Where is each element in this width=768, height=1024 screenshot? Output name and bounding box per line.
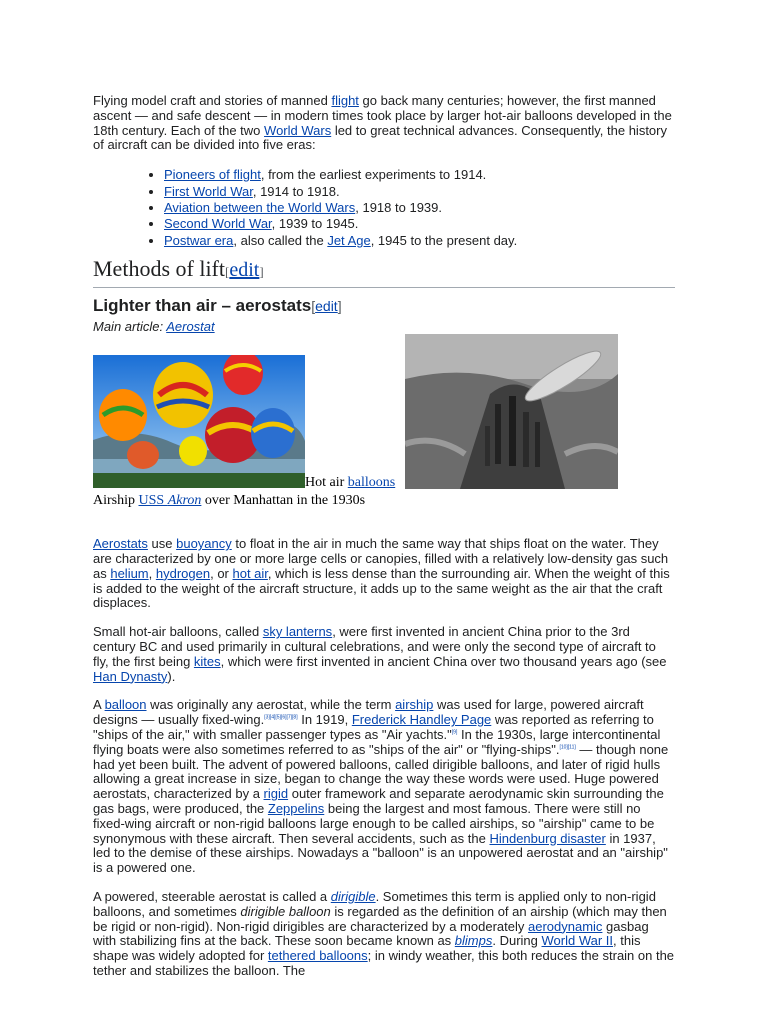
link-zeppelins[interactable]: Zeppelins	[267, 800, 325, 816]
list-item: • First World War, 1914 to 1918.	[164, 184, 675, 200]
section-edit: [edit]	[225, 259, 264, 282]
intro-paragraph: Flying model craft and stories of manned flight go back many centuries; however, the first manned ascent — and safe descent — in modern times took place by larger hot-air balloons developed in the 18th century. Each of the two World Wars led to great technical advances. Consequently, the history of aircraft can be divided into five eras:	[93, 93, 672, 153]
link-era[interactable]: Pioneers of flight	[164, 167, 261, 183]
link-hot-air[interactable]: hot air	[232, 565, 268, 581]
airship-over-manhattan-image[interactable]	[405, 334, 618, 489]
article-body	[93, 94, 675, 979]
edit-link[interactable]: edit	[315, 298, 338, 315]
link-world-war-ii[interactable]: World War II	[541, 933, 614, 949]
paragraph-dirigible: A powered, steerable aerostat is called a dirigible. Sometimes this term is applied only to non-rigid balloons, and sometimes dirigible balloon is regarded as the definition of an airship (which may then be rigid or non-rigid). Non-rigid dirigibles are characterized by a moderately aerodynamic gasbag with stabilizing fins at the back. These soon became known as blimps. During World War II, this shape was widely adopted for tethered balloons; in windy weather, this both reduces the strain on the tether and stabilizes the balloon. The	[93, 888, 675, 978]
citation[interactable]: [3][4][5][6][7][8]	[264, 714, 298, 721]
list-item: • Second World War, 1939 to 1945.	[164, 216, 675, 232]
list-item: • Pioneers of flight, from the earliest experiments to 1914.	[164, 167, 675, 183]
link-era[interactable]: First World War	[164, 183, 253, 199]
edit-link[interactable]: edit	[229, 259, 260, 282]
link-han-dynasty[interactable]: Han Dynasty	[93, 668, 168, 684]
citation[interactable]: [9]	[451, 729, 458, 736]
list-item: • Aviation between the World Wars, 1918 to 1939.	[164, 200, 675, 216]
hot-air-balloons-image[interactable]	[93, 355, 305, 488]
link-aerostat[interactable]: Aerostat	[166, 319, 215, 335]
link-airship[interactable]: airship	[395, 697, 434, 713]
list-item: • Postwar era, also called the Jet Age, 1945 to the present day.	[164, 233, 675, 249]
image-gallery	[93, 355, 675, 510]
hot-air-balloons-caption: Hot air balloons	[305, 475, 396, 491]
link-dirigible[interactable]: dirigible	[330, 888, 376, 904]
airship-caption: Airship USS Akron over Manhattan in the 1930s	[93, 493, 366, 509]
link-helium[interactable]: helium	[110, 565, 149, 581]
paragraph-balloon-airship: A balloon was originally any aerostat, while the term airship was used for large, powered aircraft designs — usually fixed-wing.[3][4][5][6][7][8] In 1919, Frederick Handley Page was reported as referring to "ships of the air," with smaller passenger types as "Air yachts."[9] In the 1930s, large intercontinental flying boats were also sometimes referred to as "ships of the air" or "flying-ships".[10][11] — though none had yet been built. The advent of powered balloons, called dirigible balloons, and later of rigid hulls allowing a great increase in size, began to change the way these words were used. Huge powered aerostats, characterized by a rigid outer framework and separate aerodynamic skin surrounding the gas bags, were produced, the Zeppelins being the largest and most famous. There were still no fixed-wing aircraft or non-rigid balloons large enough to be called airships, so "airship" came to be synonymous with these aircraft. Then several accidents, such as the Hindenburg disaster in 1937, led to the demise of these airships. Nowadays a "balloon" is an unpowered aerostat and an "airship" is a powered one.	[93, 697, 669, 876]
link-balloon[interactable]: balloon	[104, 697, 147, 713]
link-rigid[interactable]: rigid	[263, 786, 289, 802]
link-era[interactable]: Postwar era	[164, 232, 234, 248]
link-tethered-balloons[interactable]: tethered balloons	[267, 948, 368, 964]
eras-list	[93, 167, 675, 249]
link-aerostats[interactable]: Aerostats	[93, 536, 148, 552]
paragraph-aerostats: Aerostats use buoyancy to float in the air in much the same way that ships float on the water. They are characterized by one or more large cells or canopies, filled with a relatively low-density gas such as helium, hydrogen, or hot air, which is less dense than the surrounding air. When the weight of this is added to the weight of the aircraft structure, it adds up to the same weight as the air that the craft displaces.	[93, 536, 670, 611]
link-jet-age[interactable]: Jet Age	[327, 232, 371, 248]
link-aerodynamic[interactable]: aerodynamic	[527, 918, 603, 934]
link-handley-page[interactable]: Frederick Handley Page	[351, 712, 492, 728]
subsection-edit: [edit]	[311, 298, 342, 315]
link-world-wars[interactable]: World Wars	[264, 122, 332, 138]
section-heading: Methods of lift[edit]	[93, 256, 675, 288]
link-hydrogen[interactable]: hydrogen	[155, 565, 211, 581]
subsection-heading: Lighter than air – aerostats[edit]	[93, 296, 342, 316]
link-era[interactable]: Second World War	[164, 216, 272, 232]
link-uss-akron[interactable]: USS Akron	[138, 493, 202, 509]
link-blimps[interactable]: blimps	[454, 933, 493, 949]
link-sky-lanterns[interactable]: sky lanterns	[262, 624, 333, 640]
link-kites[interactable]: kites	[193, 653, 221, 669]
link-buoyancy[interactable]: buoyancy	[176, 536, 232, 552]
citation[interactable]: [10][11]	[559, 744, 576, 751]
link-era[interactable]: Aviation between the World Wars	[164, 200, 356, 215]
link-balloons[interactable]: balloons	[347, 475, 396, 491]
paragraph-sky-lanterns: Small hot-air balloons, called sky lanterns, were first invented in ancient China prior to the 3rd century BC and used primarily in cultural celebrations, and were only the second type of aircraft to fly, the first being kites, which were first invented in ancient China over two thousand years ago (see Han Dynasty).	[93, 624, 667, 684]
hatnote: Main article: Aerostat	[93, 319, 215, 335]
link-flight[interactable]: flight	[331, 93, 359, 108]
link-hindenburg[interactable]: Hindenburg disaster	[489, 830, 606, 846]
